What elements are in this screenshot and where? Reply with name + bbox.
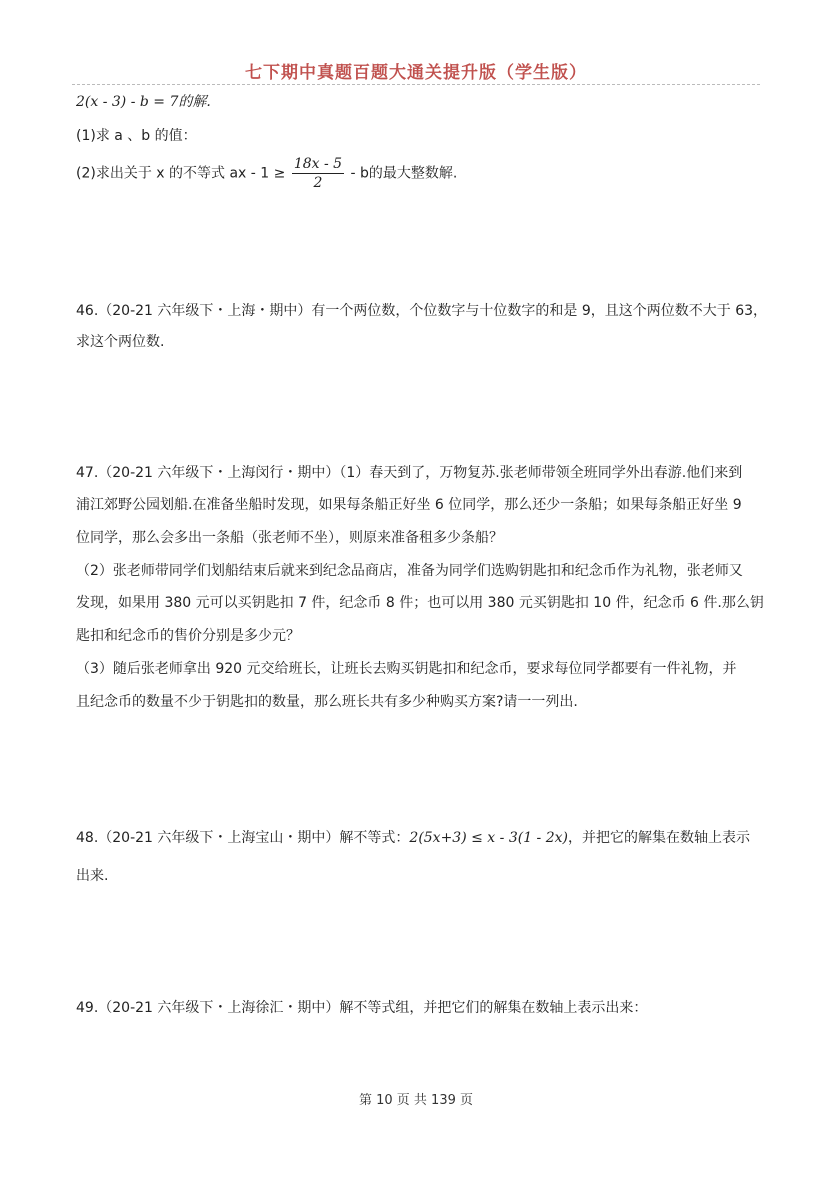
q45-line-2: (1)求 a 、b 的值： xyxy=(76,128,197,144)
q45-equation: 2(x - 3) - b = 7的解. xyxy=(76,94,211,110)
q47-line-6: 匙扣和纪念币的售价分别是多少元？ xyxy=(76,628,300,644)
q46-line-2: 求这个两位数. xyxy=(76,334,165,350)
page-header-title: 七下期中真题百题大通关提升版（学生版） xyxy=(245,63,587,83)
q45-fraction xyxy=(292,155,344,192)
q46-line-1: 46.（20-21 六年级下・上海・期中）有一个两位数，个位数字与十位数字的和是 9，且这个两位数不大于 63， xyxy=(76,303,768,319)
q47-line-3: 位同学，那么会多出一条船（张老师不坐），则原来准备租多少条船？ xyxy=(76,530,503,546)
q48-suffix: ，并把它的解集在数轴上表示 xyxy=(568,830,751,846)
q48-prefix: 48.（20-21 六年级下・上海宝山・期中）解不等式： xyxy=(76,830,410,846)
q45-line-1 xyxy=(76,92,211,112)
q47-line-8: 且纪念币的数量不少于钥匙扣的数量，那么班长共有多少种购买方案?请一一列出. xyxy=(76,694,578,710)
q47-line-1: 47.（20-21 六年级下・上海闵行・期中）（1）春天到了，万物复苏.张老师带领全班同学外出春游.他们来到 xyxy=(76,465,743,481)
q49-line-1: 49.（20-21 六年级下・上海徐汇・期中）解不等式组，并把它们的解集在数轴上表示出来： xyxy=(76,1000,648,1016)
header-divider xyxy=(72,84,760,85)
q45-part2-suffix: - b的最大整数解. xyxy=(350,165,458,182)
q47-line-2: 浦江郊野公园划船.在准备坐船时发现，如果每条船正好坐 6 位同学，那么还少一条船；如果每条船正好坐 9 xyxy=(76,497,742,513)
q45-fraction-numerator: 18x - 5 xyxy=(293,156,343,172)
q48-inequality: 2(5x+3) ≤ x - 3(1 - 2x) xyxy=(409,830,569,846)
page-footer: 第 10 页 共 139 页 xyxy=(358,1093,474,1108)
q45-fraction-denominator: 2 xyxy=(313,175,323,191)
q45-part2-prefix: (2)求出关于 x 的不等式 ax - 1 ≥ xyxy=(76,165,286,182)
q45-line-3 xyxy=(76,155,457,192)
q48-line-2: 出来. xyxy=(76,868,109,884)
q47-line-7: （3）随后张老师拿出 920 元交给班长，让班长去购买钥匙扣和纪念币，要求每位同学都要有一件礼物，并 xyxy=(76,661,737,677)
q47-line-4: （2）张老师带同学们划船结束后就来到纪念品商店，准备为同学们选购钥匙扣和纪念币作为礼物，张老师又 xyxy=(76,563,743,579)
q48-line-1 xyxy=(76,828,750,848)
q47-line-5: 发现，如果用 380 元可以买钥匙扣 7 件，纪念币 8 件；也可以用 380 元买钥匙扣 10 件，纪念币 6 件.那么钥 xyxy=(76,595,764,611)
